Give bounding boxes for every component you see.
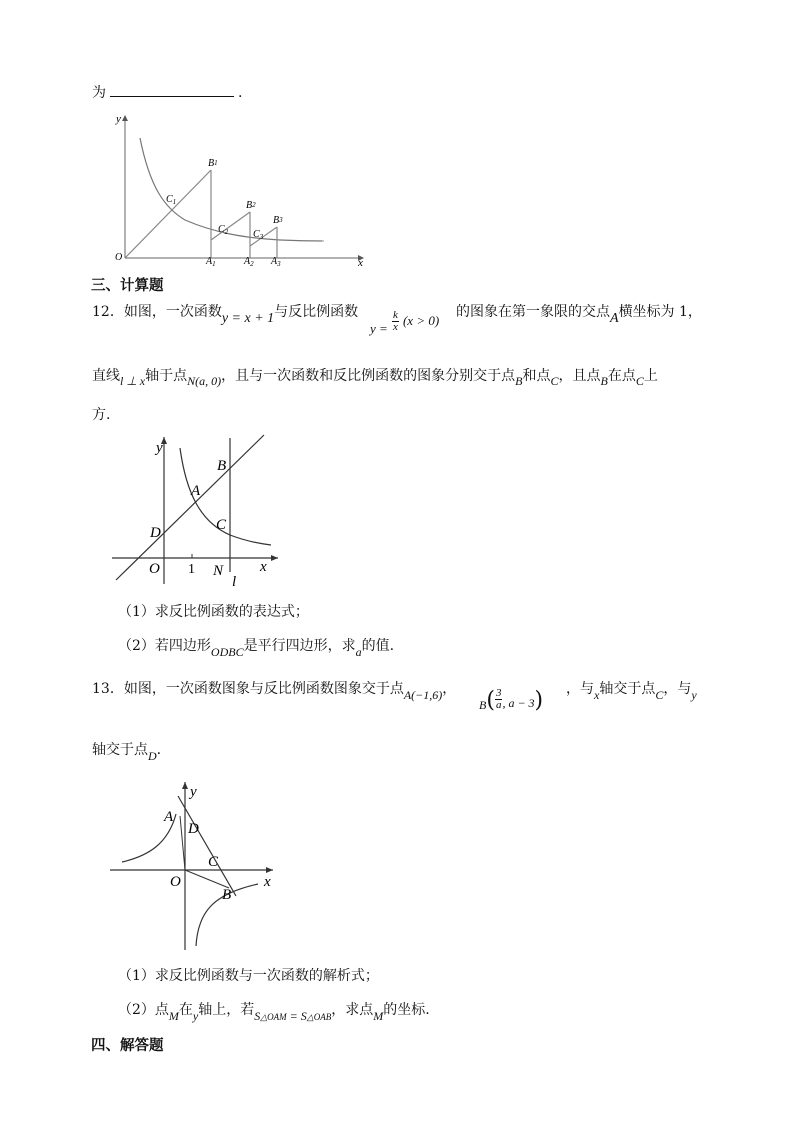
q12-text: 12．如图，一次函数 xyxy=(92,304,222,320)
q12-linear-eq: y = x + 1 xyxy=(221,311,275,326)
q12-eq-cond: (x > 0) xyxy=(402,313,440,328)
q12-text: （2）若四边形 xyxy=(118,638,211,654)
q13-point-B-expr xyxy=(479,684,543,711)
q13-text: 的坐标. xyxy=(383,1002,430,1018)
answer-prefix: 为 xyxy=(92,85,106,101)
q12-fraction xyxy=(392,310,399,333)
q13-text: ，求点 xyxy=(331,1002,374,1018)
q12-text: 和点 xyxy=(522,368,551,384)
q13-text: ， xyxy=(442,681,457,697)
q12-fig-l: l xyxy=(232,574,237,590)
q13-point-C: C xyxy=(655,688,664,702)
q13-x: x xyxy=(594,688,600,702)
q12-eq-y: y = xyxy=(370,321,388,336)
q12-text: 轴于点 xyxy=(145,368,188,384)
q12-line1-end xyxy=(456,302,702,326)
q13-eq: = xyxy=(286,1009,301,1023)
q13-segment-OA xyxy=(180,816,185,870)
q13-y-arrow xyxy=(182,782,188,789)
q13-point-M: M xyxy=(168,1009,179,1023)
q12-text: 的图象在第一象限的交点 xyxy=(456,304,610,320)
q12-text: 的值. xyxy=(361,638,395,654)
figure-q12 xyxy=(108,432,284,590)
q12-point-A: A xyxy=(610,311,619,326)
q12-line3: 方. xyxy=(92,407,111,423)
q12-fig-A: A xyxy=(191,483,201,499)
q13-fig-y: y xyxy=(190,784,197,800)
q13-line2 xyxy=(92,740,162,763)
q12-point-N: N(a, 0) xyxy=(187,374,222,388)
fig1-origin-label: O xyxy=(115,252,123,263)
fig1-B3: B3 xyxy=(273,215,283,226)
fig1-C1: $C_1$ xyxy=(166,194,177,206)
q13-point-A: A(−1,6) xyxy=(403,688,443,702)
q13-line1 xyxy=(92,679,457,702)
q12-fig-N: N xyxy=(213,563,224,579)
figure-hyperbola-triangles xyxy=(105,108,370,268)
q13-B-tail: , a − 3 xyxy=(502,696,535,710)
q13-fig-O: O xyxy=(170,874,181,890)
fig1-A1: $A_1$ xyxy=(206,256,216,268)
q12-var-a: a xyxy=(355,645,362,659)
q12-fig-B: B xyxy=(217,458,227,474)
q13-x-arrow xyxy=(266,867,273,873)
fig1-A3: $A_3$ xyxy=(271,256,281,268)
q13-paren-left: ( xyxy=(486,688,495,713)
q13-point-D: D xyxy=(148,749,157,763)
q12-text: 上 xyxy=(643,368,658,384)
q13-fig-A: A xyxy=(164,809,174,825)
q12-x-arrow xyxy=(271,555,278,561)
q13-line1-end xyxy=(566,679,697,702)
q12-fig-C: C xyxy=(216,517,227,533)
q13-point-M: M xyxy=(373,1009,384,1023)
q13-paren-right: ) xyxy=(534,688,544,713)
q13-text: 13．如图，一次函数图象与反比例函数图象交于点 xyxy=(92,681,404,697)
q12-text: 是平行四边形，求 xyxy=(243,638,356,654)
q12-point-B: B xyxy=(515,374,523,388)
q12-point-B: B xyxy=(600,374,608,388)
q13-text: ，与 xyxy=(566,681,594,697)
q12-fig-1: 1 xyxy=(188,562,195,577)
q13-linear-line xyxy=(178,796,236,896)
q12-part2 xyxy=(118,636,395,659)
fig1-C2: $C_2$ xyxy=(218,224,229,236)
q13-part2 xyxy=(118,1000,430,1021)
section-heading-computation: 三、计算题 xyxy=(91,278,164,294)
q12-text: 与反比例函数 xyxy=(274,304,359,320)
q13-frac-num: 3 xyxy=(495,687,502,699)
fig1-C3: $C_3$ xyxy=(253,229,264,241)
q13-text: 轴上，若 xyxy=(198,1002,255,1018)
q13-S1: S xyxy=(254,1009,261,1023)
q13-y: y xyxy=(192,1009,199,1023)
fig1-B1: B1 xyxy=(208,158,218,169)
q12-frac-num: k xyxy=(392,309,398,321)
q13-fig-B: B xyxy=(222,887,232,903)
q13-text: （2）点 xyxy=(118,1002,169,1018)
fig1-A2: $A_2$ xyxy=(244,256,254,268)
q12-text: ，且点 xyxy=(558,368,601,384)
q12-fig-y: y xyxy=(156,440,163,456)
section-heading-solution: 四、解答题 xyxy=(91,1038,164,1054)
q12-part1: （1）求反比例函数的表达式； xyxy=(118,604,309,620)
q12-perp: l ⊥ x xyxy=(120,374,146,388)
q13-S1-sub: △OAM xyxy=(260,1012,287,1022)
q13-y: y xyxy=(691,688,697,702)
q13-part1: （1）求反比例函数与一次函数的解析式； xyxy=(118,968,379,984)
q12-line1 xyxy=(92,302,359,326)
q12-quad: ODBC xyxy=(210,645,244,659)
q12-text: ，且与一次函数和反比例函数的图象分别交于点 xyxy=(221,368,516,384)
q13-area-eq xyxy=(254,1009,331,1023)
q13-B: B xyxy=(479,698,487,712)
q13-frac-den: a xyxy=(495,699,502,711)
figure-q13 xyxy=(108,774,280,954)
fig1-B2: B2 xyxy=(246,200,256,211)
q12-text: 横坐标为 1， xyxy=(618,304,702,320)
q13-S2: S xyxy=(300,1009,307,1023)
q13-text: 轴交于点 xyxy=(92,742,148,758)
answer-blank xyxy=(110,82,234,97)
q12-point-C: C xyxy=(550,374,559,388)
fig1-y-label: y xyxy=(116,113,121,125)
q12-fig-x: x xyxy=(260,559,267,575)
fig1-x-label: x xyxy=(358,257,363,268)
q13-S2-sub: △OAB xyxy=(306,1012,332,1022)
q13-text: 在 xyxy=(178,1002,193,1018)
q13-fig-D: D xyxy=(188,821,199,837)
q12-fig-O: O xyxy=(149,561,160,577)
q12-inverse-eq xyxy=(370,308,440,336)
q13-text: . xyxy=(156,742,162,758)
q13-fig-x: x xyxy=(264,874,271,890)
answer-line xyxy=(92,82,242,103)
q12-frac-den: x xyxy=(392,321,398,333)
q12-line2 xyxy=(92,366,658,386)
q13-text: 轴交于点 xyxy=(599,681,656,697)
answer-suffix: . xyxy=(238,85,243,101)
q13-text: ，与 xyxy=(663,681,692,697)
q12-fig-D: D xyxy=(150,525,161,541)
q12-text: 直线 xyxy=(92,368,120,384)
q12-text: 在点 xyxy=(607,368,636,384)
triangle-lines xyxy=(125,170,277,258)
q12-point-C: C xyxy=(635,374,644,388)
q13-fig-C: C xyxy=(208,854,219,870)
